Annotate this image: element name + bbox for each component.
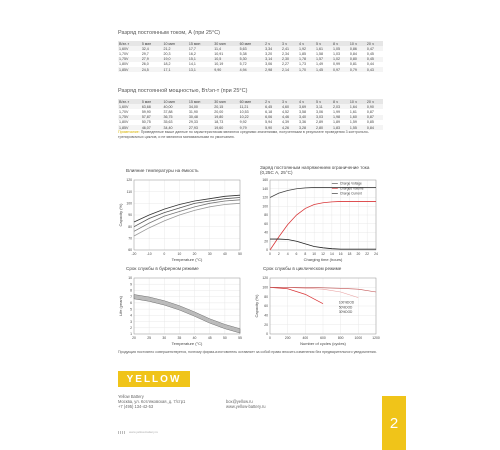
temp-chart-title: Влияние температуры на ёмкость [126, 168, 199, 173]
x-tick-label: 800 [337, 336, 344, 340]
table-cell: 13,1 [188, 67, 196, 72]
y-tick-label: 9 [130, 282, 132, 287]
series-line [270, 287, 323, 303]
y-tick-label: 70 [128, 236, 132, 241]
table-cell: 14,1 [188, 62, 196, 67]
column-header: В/эл-т [119, 99, 130, 104]
contacts-left [118, 394, 185, 410]
table-cell: 40,00 [163, 104, 173, 109]
table-cell: 2,34 [282, 51, 290, 56]
table-cell: 29,7 [141, 51, 149, 56]
table-cell: 1,60V [119, 104, 129, 109]
y-tick-label: 100 [262, 285, 268, 290]
y-axis-label: Capacity (%) [118, 203, 123, 227]
column-header: 5 мин [141, 99, 152, 104]
temp-capacity-chart [118, 176, 248, 264]
table-cell: 10,91 [214, 51, 224, 56]
x-tick-label: 20 [132, 336, 136, 340]
column-header: 3 ч [282, 41, 287, 46]
charge-chart [252, 176, 382, 264]
y-tick-label: 0 [266, 332, 268, 337]
table-cell: 2,80 [315, 125, 323, 130]
x-tick-label: 40 [192, 336, 197, 340]
y-tick-label: 100 [126, 201, 132, 206]
x-tick-label: 20 [356, 252, 361, 256]
table-cell: 3,36 [299, 120, 307, 125]
table-cell: 1,78 [299, 57, 307, 62]
column-header: 5 мин [141, 41, 152, 46]
table-cell: 1,99 [332, 109, 340, 114]
y-tick-label: 10 [128, 276, 132, 281]
column-header: 20 ч [366, 41, 374, 46]
table-cell: 3,03 [315, 115, 323, 120]
table-cell: 2,41 [282, 46, 290, 51]
table-cell: 29,33 [188, 120, 198, 125]
table-cell: 20,15 [214, 104, 224, 109]
y-tick-label: 80 [128, 224, 132, 229]
x-tick-label: 16 [338, 252, 343, 256]
x-tick-label: 6 [295, 252, 298, 256]
table-cell: 0,79 [349, 67, 357, 72]
table-cell: 2,89 [315, 120, 323, 125]
table-cell: 19,80 [214, 115, 224, 120]
table-cell: 0,45 [366, 57, 374, 62]
x-tick-label: 200 [284, 336, 291, 340]
table-cell: 1,75V [119, 57, 129, 62]
table-cell: 0,84 [366, 125, 374, 130]
power-discharge-table [118, 99, 383, 130]
table-cell: 18,2 [163, 62, 171, 67]
column-header: 2 ч [265, 99, 270, 104]
y-tick-label: 100 [262, 204, 268, 209]
section-title-current: Разряд постоянным током, А (при 25°С) [118, 30, 221, 36]
y-axis-label: Life (years) [118, 295, 123, 317]
current-discharge-table [118, 41, 383, 72]
x-tick-label: 40 [222, 252, 227, 256]
table-cell: 2,14 [282, 67, 290, 72]
x-axis-label: Temperature (°C) [171, 341, 203, 346]
legend-label: Charge Voltage [339, 181, 362, 186]
table-cell: 1,70V [119, 109, 129, 114]
series-line [270, 287, 358, 297]
table-cell: 1,70 [299, 67, 307, 72]
section-title-power: Разряд постоянной мощностью, Вт/эл-т (при 25°С) [118, 88, 248, 94]
table-cell: 1,58 [315, 51, 323, 56]
table-cell: 37,88 [163, 109, 173, 114]
brand-logo: YELLOW [118, 371, 190, 387]
x-tick-label: 0 [269, 336, 271, 340]
column-header: 4 ч [299, 99, 304, 104]
page-number: 2 [382, 396, 406, 450]
table-cell: 27,93 [188, 125, 198, 130]
table-cell: 1,70V [119, 51, 129, 56]
table-cell: 1,64 [349, 104, 357, 109]
table-cell: 34,00 [188, 104, 198, 109]
table-cell: 3,34 [265, 46, 273, 51]
table-cell: 1,85V [119, 67, 129, 72]
y-tick-label: 4 [130, 313, 132, 318]
float-chart-title: Срок службы в буферном режиме [126, 266, 199, 271]
table-cell: 2,27 [282, 62, 290, 67]
x-tick-label: -20 [131, 252, 137, 256]
note-text: Приведенные выше данные по характеристикам являются средними значениями, полученными в результате проведения 3 контрольно-тренировочных циклов, и не являются минимальными по умолчанию. [118, 130, 369, 139]
table-cell: 3,20 [265, 51, 273, 56]
table-cell: 36,75 [163, 115, 173, 120]
table-cell: 4,39 [282, 120, 290, 125]
series-line [134, 203, 240, 236]
table-cell: 15,1 [188, 57, 196, 62]
phone: +7 (495) 134-42-53 [118, 404, 154, 410]
column-header: 3 ч [282, 99, 287, 104]
y-tick-label: 60 [128, 248, 132, 253]
y-tick-label: 6 [130, 301, 132, 306]
column-header: 15 мин [188, 99, 201, 104]
table-cell: 4,26 [282, 125, 290, 130]
table-cell: 1,60V [119, 46, 129, 51]
table-cell: 0,99 [332, 62, 340, 67]
table-cell: 1,80V [119, 120, 129, 125]
x-tick-label: 10 [312, 252, 317, 256]
x-tick-label: 8 [304, 252, 307, 256]
x-axis-label: Temperature (°C) [171, 257, 203, 262]
y-tick-label: 20 [264, 322, 268, 327]
table-cell: 31,90 [188, 109, 198, 114]
series-line [134, 198, 240, 227]
series-area [134, 294, 240, 333]
contacts-right [226, 399, 266, 409]
table-cell: 1,05 [332, 46, 340, 51]
x-axis-label: Charging time (hours) [303, 257, 343, 262]
column-header: 10 мин [163, 41, 175, 46]
table-cell: 4,60 [282, 104, 290, 109]
column-header: 2 ч [265, 41, 270, 46]
footer-barcode-icon [118, 431, 126, 434]
x-tick-label: 45 [207, 336, 212, 340]
table-cell: 6,45 [265, 104, 273, 109]
y-tick-label: 90 [128, 213, 132, 218]
table-cell: 0,43 [366, 67, 374, 72]
y-tick-label: 2 [130, 325, 132, 330]
x-tick-label: 12 [321, 252, 325, 256]
product-note: Продукция постоянно совершенствуется, поэтому фирма-изготовитель оставляет за собой право вносить изменения без предварительного уведомления. [118, 350, 377, 354]
y-tick-label: 60 [264, 221, 268, 226]
y-tick-label: 40 [264, 313, 268, 318]
y-tick-label: 1 [130, 332, 132, 337]
table-cell: 5,38 [239, 51, 247, 56]
table-row [118, 67, 383, 72]
table-cell: 1,89 [332, 120, 340, 125]
table-cell: 20,00 [214, 109, 224, 114]
table-cell: 26,0 [141, 62, 149, 67]
y-tick-label: 80 [264, 213, 268, 218]
table-cell: 46,07 [141, 125, 151, 130]
table-cell: 3,06 [265, 62, 273, 67]
x-tick-label: 1200 [372, 336, 380, 340]
table-cell: 30,48 [188, 115, 198, 120]
legend-label: 30%DOD [338, 309, 353, 314]
y-tick-label: 120 [262, 195, 268, 200]
table-cell: 5,30 [239, 57, 247, 62]
x-tick-label: 2 [277, 252, 280, 256]
table-cell: 0,87 [366, 109, 374, 114]
table-cell: 1,60 [349, 115, 357, 120]
table-cell: 63,68 [141, 104, 151, 109]
table-cell: 1,61 [349, 109, 357, 114]
y-tick-label: 160 [262, 178, 268, 183]
column-header: 10 мин [163, 99, 175, 104]
table-cell: 11,21 [239, 104, 249, 109]
table-cell: 3,11 [315, 104, 323, 109]
table-cell: 1,02 [332, 57, 340, 62]
table-cell: 0,80 [349, 57, 357, 62]
column-header: 15 мин [188, 41, 201, 46]
table-cell: 34,40 [163, 125, 173, 130]
table-cell: 4,52 [282, 109, 290, 114]
x-tick-label: 30 [207, 252, 212, 256]
table-cell: 3,14 [265, 57, 273, 62]
x-tick-label: 22 [365, 252, 370, 256]
note-highlight: Примечание: [118, 130, 140, 134]
table-cell: 59,90 [141, 109, 151, 114]
x-tick-label: -10 [146, 252, 152, 256]
column-header: 10 ч [349, 99, 357, 104]
table-cell: 10,22 [239, 115, 249, 120]
y-tick-label: 7 [130, 294, 132, 299]
column-header: 8 ч [332, 99, 338, 104]
x-tick-label: 50 [222, 336, 227, 340]
table-cell: 5,72 [239, 62, 247, 67]
legend-label: 50%DOD [338, 305, 353, 310]
table-cell: 0,44 [366, 62, 374, 67]
column-header: 30 мин [214, 99, 226, 104]
table-cell: 1,75V [119, 115, 129, 120]
x-tick-label: 14 [329, 252, 334, 256]
cycle-life-chart [252, 274, 382, 348]
column-header: 20 ч [366, 99, 374, 104]
table-cell: 0,90 [366, 104, 374, 109]
table-cell: 0,87 [366, 115, 374, 120]
table-cell: 9,79 [239, 125, 247, 130]
column-header: 60 мин [239, 41, 252, 46]
table-cell: 0,84 [349, 51, 357, 56]
table-cell: 1,85 [299, 51, 307, 56]
table-cell: 1,49 [315, 62, 323, 67]
table-cell: 9,92 [239, 120, 247, 125]
y-tick-label: 80 [264, 294, 268, 299]
company-name: Yellow Battery [118, 394, 144, 399]
y-axis-label: Capacity (%) [254, 294, 259, 318]
column-header: 10 ч [349, 41, 357, 46]
table-cell: 27,9 [141, 57, 149, 62]
table-cell: 1,57 [315, 57, 323, 62]
table-cell: 24,5 [141, 67, 149, 72]
x-tick-label: 1000 [354, 336, 363, 340]
table-cell: 6,18 [265, 109, 273, 114]
x-tick-label: 4 [286, 252, 289, 256]
table-cell: 10,53 [239, 109, 249, 114]
table-cell: 2,30 [282, 57, 290, 62]
x-axis-label: Number of cycles (cycles) [300, 341, 346, 346]
column-header: 5 ч [315, 41, 321, 46]
table-cell: 19,60 [214, 125, 224, 130]
x-tick-label: 18 [347, 252, 352, 256]
note [118, 130, 383, 139]
table-cell: 2,03 [332, 104, 340, 109]
table-cell: 3,40 [299, 115, 307, 120]
table-cell: 4,46 [282, 115, 290, 120]
table-cell: 5,63 [239, 46, 247, 51]
table-cell: 5,90 [265, 125, 273, 130]
table-cell: 1,59 [349, 120, 357, 125]
table-cell: 18,73 [214, 120, 224, 125]
legend-label: Charged Volume [339, 186, 364, 191]
table-cell: 1,83 [332, 125, 340, 130]
x-tick-label: 55 [238, 336, 242, 340]
column-header: 4 ч [299, 41, 304, 46]
table-cell: 19,0 [163, 57, 171, 62]
column-header: В/эл-т [119, 41, 130, 46]
table-cell: 1,80V [119, 62, 129, 67]
table-cell: 10,5 [214, 57, 222, 62]
y-tick-label: 110 [126, 189, 132, 194]
table-cell: 11,4 [214, 46, 221, 51]
x-tick-label: 20 [192, 252, 197, 256]
table-cell: 3,06 [315, 109, 323, 114]
column-header: 8 ч [332, 41, 338, 46]
table-cell: 1,73 [299, 62, 307, 67]
table-cell: 20,3 [163, 51, 171, 56]
address: Москва, ул. Котляковская, д. 7/стр1 [118, 399, 186, 405]
x-tick-label: 10 [177, 252, 182, 256]
table-cell: 0,86 [349, 46, 357, 51]
x-tick-label: 35 [177, 336, 182, 340]
x-tick-label: 25 [147, 336, 152, 340]
x-tick-label: 400 [302, 336, 309, 340]
table-cell: 4,94 [239, 67, 247, 72]
table-cell: 10,19 [214, 62, 224, 67]
table-cell: 17,1 [163, 67, 171, 72]
column-header: 5 ч [315, 99, 321, 104]
table-cell: 1,61 [315, 46, 323, 51]
table-cell: 57,87 [141, 115, 151, 120]
table-cell: 3,28 [299, 125, 307, 130]
float-life-chart [118, 274, 248, 348]
y-tick-label: 140 [262, 186, 268, 191]
y-tick-label: 8 [130, 288, 132, 293]
x-tick-label: 24 [374, 252, 378, 256]
x-tick-label: 600 [320, 336, 326, 340]
y-tick-label: 3 [130, 319, 132, 324]
x-tick-label: 30 [162, 336, 167, 340]
x-tick-label: 0 [163, 252, 166, 256]
legend-label: 100%DOD [338, 300, 355, 305]
x-tick-label: 0 [269, 252, 271, 256]
footer-url: www.yellow-battery.ru [129, 430, 158, 434]
table-cell: 0,45 [366, 51, 374, 56]
y-tick-label: 5 [130, 307, 132, 312]
table-cell: 16,2 [188, 51, 196, 56]
y-tick-label: 0 [266, 248, 268, 253]
cycle-chart-title: Срок службы в циклическом режиме [263, 266, 342, 271]
table-cell: 35,63 [163, 120, 173, 125]
charge-chart-title: Заряд постоянным напряжением ограничение тока (0,25С А, 25°С) [260, 165, 370, 175]
website-link[interactable]: www.yellow-battery.ru [226, 404, 266, 410]
y-tick-label: 20 [264, 239, 268, 244]
table-cell: 0,97 [332, 67, 340, 72]
y-tick-label: 120 [126, 178, 132, 183]
table-cell: 32,4 [141, 46, 149, 51]
table-cell: 17,7 [188, 46, 196, 51]
table-cell: 0,81 [349, 62, 357, 67]
table-cell: 50,75 [141, 120, 151, 125]
x-tick-label: 50 [238, 252, 242, 256]
table-cell: 1,98 [332, 115, 340, 120]
table-cell: 1,55 [349, 125, 357, 130]
table-cell: 0,47 [366, 46, 374, 51]
table-cell: 9,90 [214, 67, 222, 72]
table-cell: 0,85 [366, 120, 374, 125]
y-tick-label: 120 [262, 276, 268, 281]
legend-label: Charge Current [339, 191, 362, 196]
table-cell: 6,06 [265, 115, 273, 120]
table-cell: 1,92 [299, 46, 307, 51]
column-header: 60 мин [239, 99, 252, 104]
y-tick-label: 40 [264, 230, 268, 235]
table-cell: 1,85V [119, 125, 129, 130]
y-tick-label: 60 [264, 304, 268, 309]
table-cell: 2,98 [265, 67, 273, 72]
column-header: 30 мин [214, 41, 226, 46]
table-cell: 5,94 [265, 120, 273, 125]
table-cell: 1,03 [332, 51, 340, 56]
table-cell: 3,58 [299, 109, 307, 114]
footer [118, 430, 158, 434]
table-cell: 3,69 [299, 104, 307, 109]
table-cell: 21,2 [163, 46, 171, 51]
table-cell: 1,45 [315, 67, 323, 72]
email-link[interactable]: box@yellow.ru [226, 399, 253, 404]
